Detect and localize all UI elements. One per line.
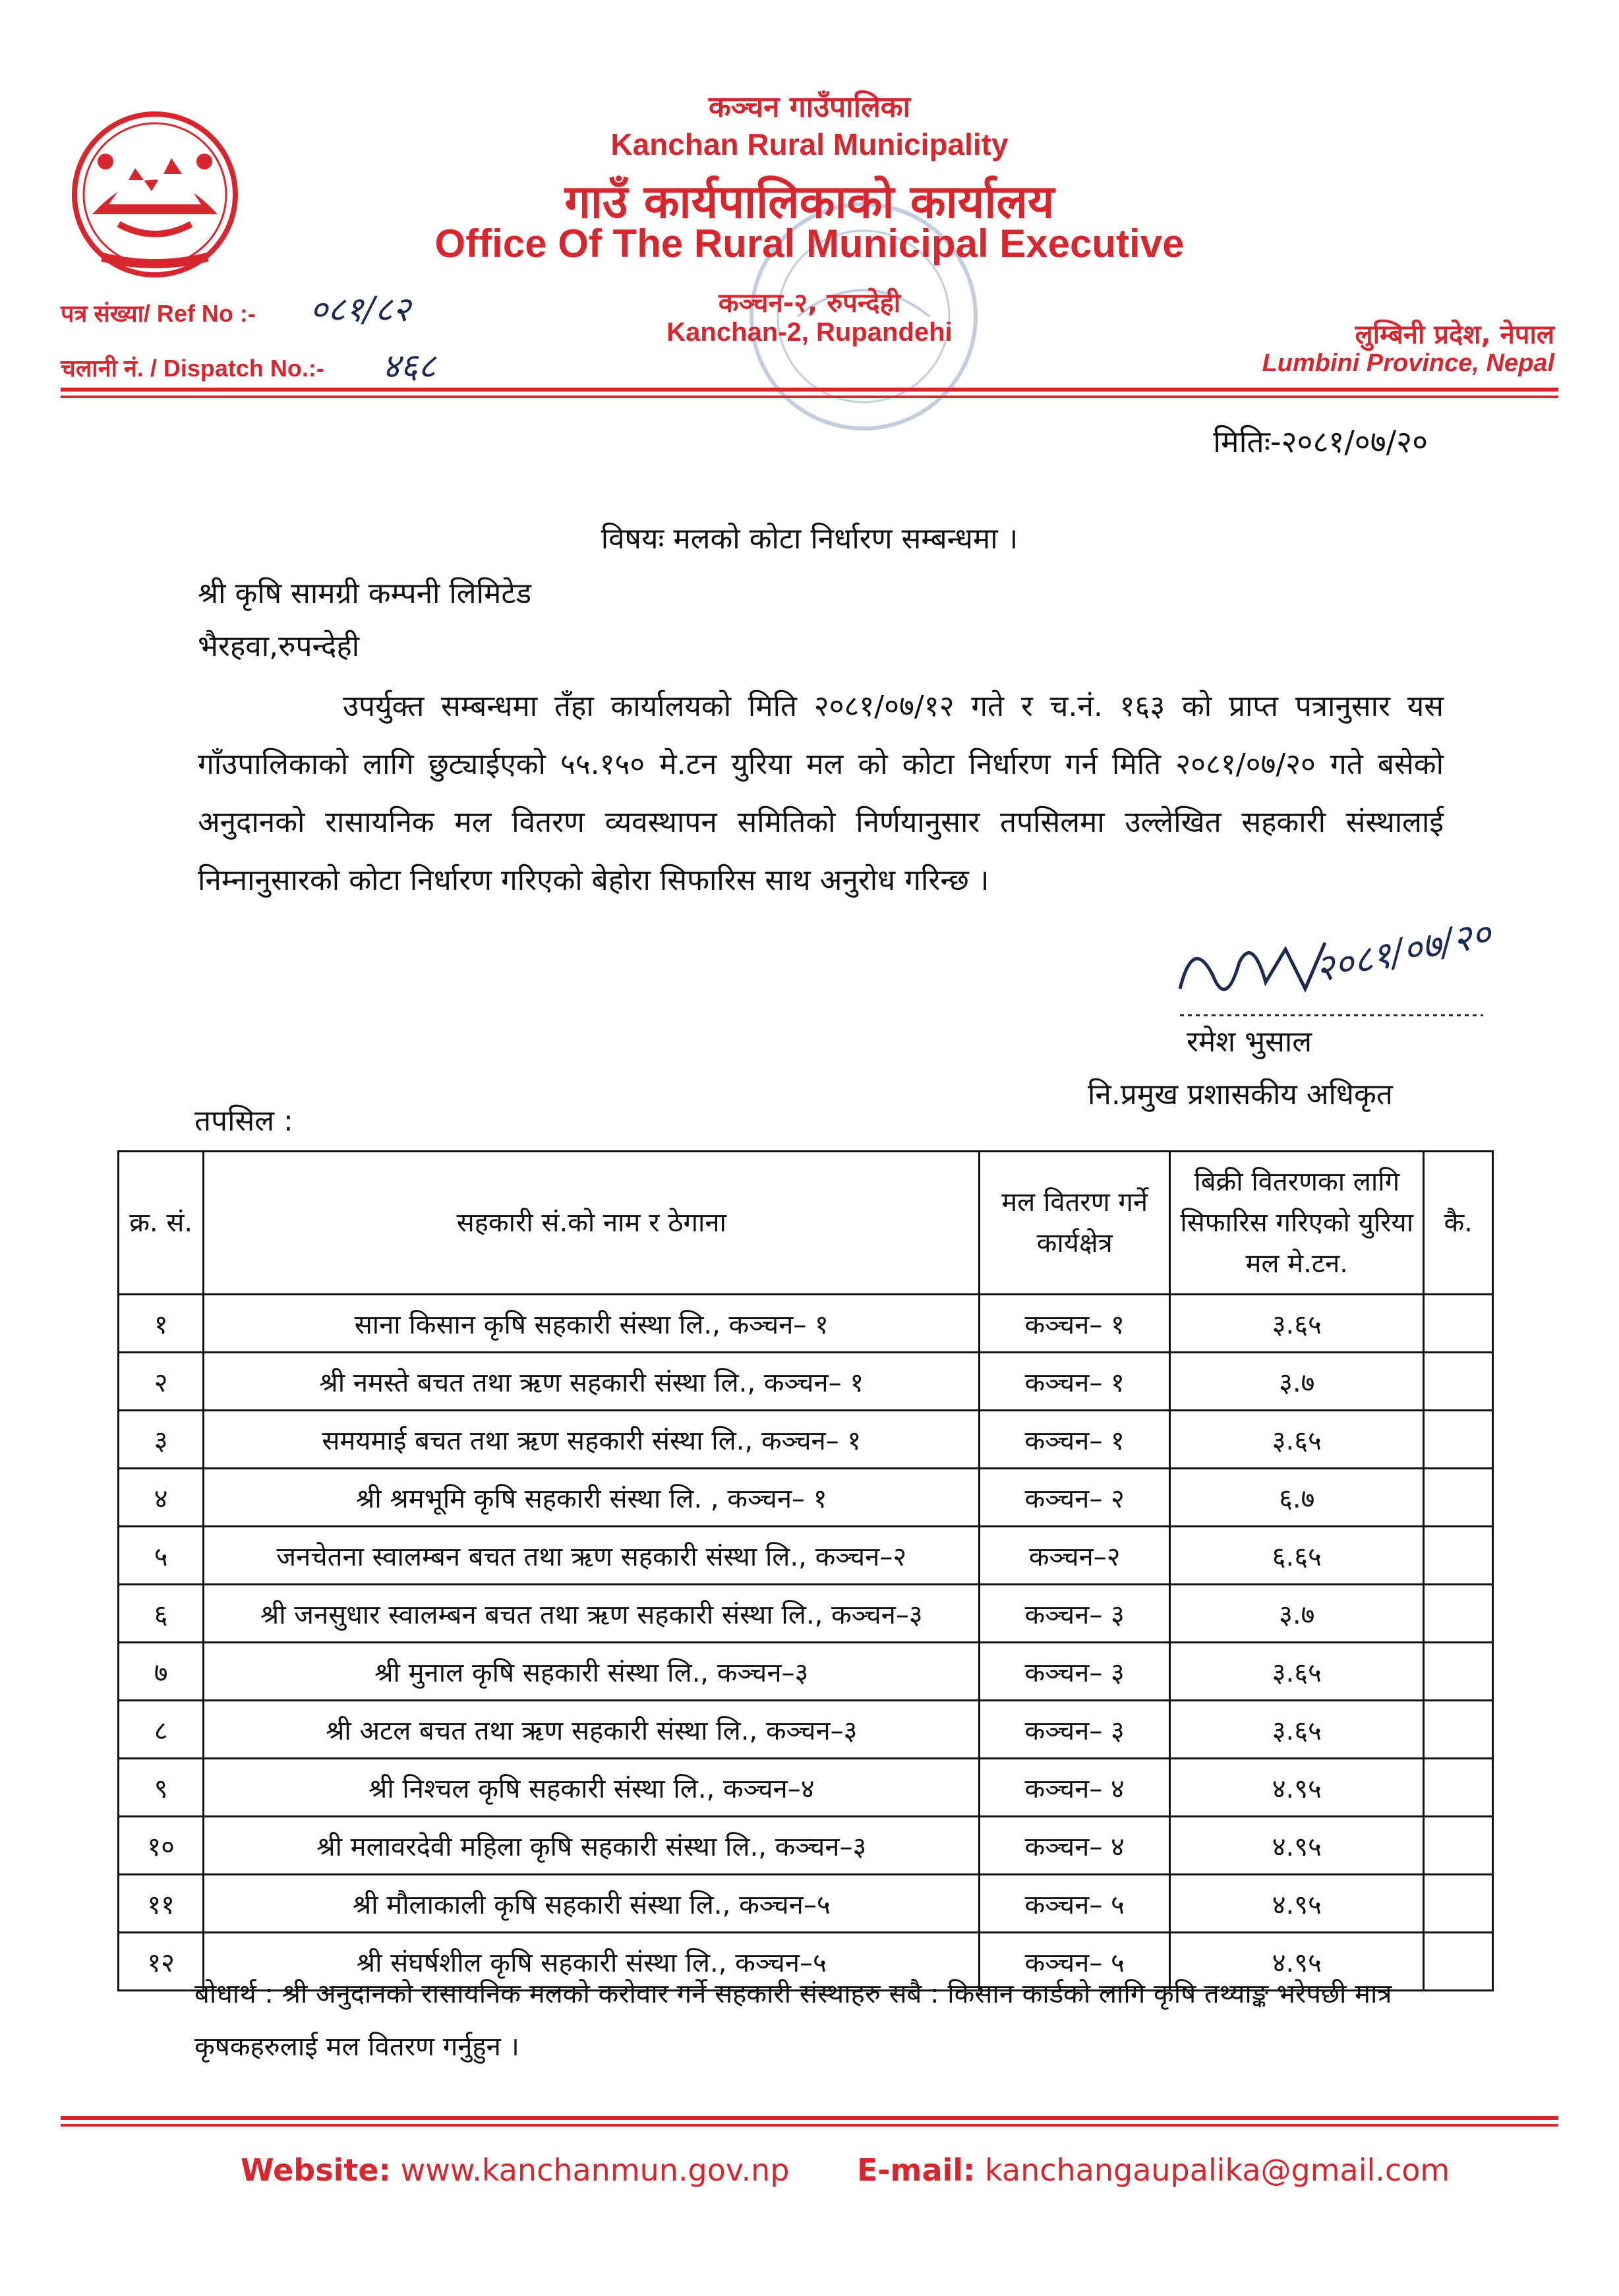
- cell-sn: ९: [119, 1759, 204, 1817]
- cell-remark: [1424, 1585, 1493, 1643]
- cell-area: कञ्चन– ३: [980, 1585, 1170, 1643]
- dispatch-no-value: ४६८: [382, 347, 436, 386]
- table-row: [119, 1875, 1493, 1933]
- cell-remark: [1424, 1817, 1493, 1875]
- cell-area: कञ्चन–२: [980, 1527, 1170, 1585]
- cell-remark: [1424, 1643, 1493, 1701]
- cell-remark: [1424, 1469, 1493, 1527]
- cell-sn: ७: [119, 1643, 204, 1701]
- table-header-row: [119, 1152, 1493, 1295]
- quota-table: [117, 1150, 1494, 1991]
- cell-qty: ३.६५: [1170, 1295, 1424, 1353]
- letter-subject: विषयः मलको कोटा निर्धारण सम्बन्धमा ।: [601, 522, 1018, 556]
- cell-qty: ६.६५: [1170, 1527, 1424, 1585]
- cell-area: कञ्चन– १: [980, 1295, 1170, 1353]
- signatory-name: रमेश भुसाल: [1187, 1025, 1312, 1059]
- footer-website: [241, 2152, 790, 2188]
- cell-area: कञ्चन– ४: [980, 1817, 1170, 1875]
- cell-qty: ४.९५: [1170, 1759, 1424, 1817]
- cell-qty: ३.६५: [1170, 1411, 1424, 1469]
- signatory-title: नि.प्रमुख प्रशासकीय अधिकृत: [1088, 1078, 1393, 1111]
- website-link[interactable]: www.kanchanmun.gov.np: [400, 2152, 790, 2188]
- cell-sn: ४: [119, 1469, 204, 1527]
- province-np: लुम्बिनी प्रदेश, नेपाल: [1355, 320, 1554, 350]
- cell-name: साना किसान कृषि सहकारी संस्था लि., कञ्चन– १: [204, 1295, 980, 1353]
- cell-name: श्री संघर्षशील कृषि सहकारी संस्था लि., कञ्चन–५: [204, 1933, 980, 1991]
- schedule-label: तपसिल :: [194, 1104, 293, 1138]
- website-label: Website:: [241, 2152, 391, 2188]
- cell-sn: १: [119, 1295, 204, 1353]
- cell-sn: ३: [119, 1411, 204, 1469]
- cell-area: कञ्चन– ४: [980, 1759, 1170, 1817]
- cell-sn: ८: [119, 1701, 204, 1759]
- cell-name: श्री श्रमभूमि कृषि सहकारी संस्था लि. , कञ्चन– १: [204, 1469, 980, 1527]
- header-en-address: Kanchan-2, Rupandehi: [666, 318, 953, 347]
- cell-area: कञ्चन– ५: [980, 1875, 1170, 1933]
- dispatch-no-label: चलानी नं. / Dispatch No.:-: [61, 355, 324, 382]
- table-row: [119, 1353, 1493, 1411]
- cell-remark: [1424, 1701, 1493, 1759]
- cell-qty: ४.९५: [1170, 1875, 1424, 1933]
- cell-area: कञ्चन– ५: [980, 1933, 1170, 1991]
- cell-remark: [1424, 1353, 1493, 1411]
- col-header-qty: बिक्री वितरणका लागि सिफारिस गरिएको युरिया मल मे.टन.: [1170, 1152, 1424, 1295]
- cell-sn: १२: [119, 1933, 204, 1991]
- table-row: [119, 1411, 1493, 1469]
- cell-sn: ६: [119, 1585, 204, 1643]
- email-link[interactable]: kanchangaupalika@gmail.com: [985, 2152, 1450, 2188]
- table-row: [119, 1469, 1493, 1527]
- col-header-sn: क्र. सं.: [119, 1152, 204, 1295]
- cell-name: जनचेतना स्वालम्बन बचत तथा ऋण सहकारी संस्था लि., कञ्चन–२: [204, 1527, 980, 1585]
- cell-name: समयमाई बचत तथा ऋण सहकारी संस्था लि., कञ्चन– १: [204, 1411, 980, 1469]
- cell-remark: [1424, 1759, 1493, 1817]
- cell-area: कञ्चन– १: [980, 1411, 1170, 1469]
- cell-remark: [1424, 1875, 1493, 1933]
- cell-area: कञ्चन– १: [980, 1353, 1170, 1411]
- col-header-name: सहकारी सं.को नाम र ठेगाना: [204, 1152, 980, 1295]
- cell-sn: ५: [119, 1527, 204, 1585]
- cell-name: श्री मुनाल कृषि सहकारी संस्था लि., कञ्चन–३: [204, 1643, 980, 1701]
- cell-qty: ३.७: [1170, 1585, 1424, 1643]
- table-row: [119, 1295, 1493, 1353]
- cell-sn: ११: [119, 1875, 204, 1933]
- ref-no-value: ०८१/८२: [310, 290, 411, 330]
- cell-sn: १०: [119, 1817, 204, 1875]
- svg-text:२०८१/०७/२०: २०८१/०७/२०: [1311, 912, 1495, 991]
- email-label: E-mail:: [857, 2152, 976, 2188]
- cell-sn: २: [119, 1353, 204, 1411]
- footer-divider: [61, 2116, 1558, 2120]
- table-row: [119, 1817, 1493, 1875]
- cell-remark: [1424, 1411, 1493, 1469]
- cell-name: श्री जनसुधार स्वालम्बन बचत तथा ऋण सहकारी संस्था लि., कञ्चन–३: [204, 1585, 980, 1643]
- footer-divider-thin: [61, 2124, 1558, 2127]
- cell-qty: ३.७: [1170, 1353, 1424, 1411]
- cell-remark: [1424, 1527, 1493, 1585]
- col-header-remark: कै.: [1424, 1152, 1493, 1295]
- footer-email: [857, 2152, 1450, 2188]
- cell-qty: ४.९५: [1170, 1817, 1424, 1875]
- col-header-area: मल वितरण गर्ने कार्यक्षेत्र: [980, 1152, 1170, 1295]
- table-row: [119, 1759, 1493, 1817]
- header-np-name: कञ्चन गाउँपालिका: [709, 90, 910, 124]
- cell-name: श्री नमस्ते बचत तथा ऋण सहकारी संस्था लि., कञ्चन– १: [204, 1353, 980, 1411]
- cell-qty: ३.६५: [1170, 1701, 1424, 1759]
- ref-no-label: पत्र संख्या/ Ref No :-: [61, 300, 256, 327]
- table-row: [119, 1643, 1493, 1701]
- header-en-name: Kanchan Rural Municipality: [610, 127, 1009, 162]
- cell-name: श्री अटल बचत तथा ऋण सहकारी संस्था लि., कञ्चन–३: [204, 1701, 980, 1759]
- province-en: Lumbini Province, Nepal: [1262, 349, 1554, 377]
- cell-remark: [1424, 1295, 1493, 1353]
- cell-name: श्री मौलाकाली कृषि सहकारी संस्था लि., कञ्चन–५: [204, 1875, 980, 1933]
- addressee-line-1: श्री कृषि सामग्री कम्पनी लिमिटेड: [198, 577, 532, 610]
- letter-body: उपर्युक्त सम्बन्धमा तँहा कार्यालयको मिति २०८१/०७/१२ गते र च.नं. १६३ को प्राप्त पत्रानुसार यस गाँउपालिकाको लागि छुट्याईएको ५५.१५० मे.टन युरिया मल को कोटा निर्धारण गर्न मिति २०८१/०७/२० गते बसेको अनुदानको रासायनिक मल वितरण व्यवस्थापन समितिको निर्णयानुसार तपसिलमा उल्लेखित सहकारी संस्थालाई निम्नानुसारको कोटा निर्धारण गरिएको बेहोरा सिफारिस साथ अनुरोध गरिन्छ ।: [198, 690, 1444, 897]
- cell-qty: ४.९५: [1170, 1933, 1424, 1991]
- header-divider-thin: [61, 396, 1558, 398]
- cell-area: कञ्चन– ३: [980, 1701, 1170, 1759]
- cell-name: श्री मलावरदेवी महिला कृषि सहकारी संस्था लि., कञ्चन–३: [204, 1817, 980, 1875]
- cell-area: कञ्चन– २: [980, 1469, 1170, 1527]
- table-row: [119, 1527, 1493, 1585]
- table-row: [119, 1585, 1493, 1643]
- cell-name: श्री निश्चल कृषि सहकारी संस्था लि., कञ्चन–४: [204, 1759, 980, 1817]
- cell-qty: ३.६५: [1170, 1643, 1424, 1701]
- header-np-address: कञ्चन-२, रुपन्देही: [718, 288, 901, 318]
- table-row: [119, 1701, 1493, 1759]
- cell-area: कञ्चन– ३: [980, 1643, 1170, 1701]
- header-np-office: गाउँ कार्यपालिकाको कार्यालय: [564, 175, 1055, 229]
- header-divider: [61, 388, 1558, 392]
- cc-note: बोधार्थ : श्री अनुदानको रासायनिक मलको करोवार गर्ने सहकारी संस्थाहरु सबै : किसान कार्डको लागि कृषि तथ्याङ्क भरेपछी मात्र कृषकहरुलाई मल वितरण गर्नुहुन ।: [194, 1979, 1392, 2062]
- header-en-office: Office Of The Rural Municipal Executive: [434, 221, 1185, 266]
- letter-date: मितिः-२०८१/०७/२०: [1213, 424, 1428, 459]
- addressee-line-2: भैरहवा,रुपन्देही: [198, 630, 360, 663]
- cell-qty: ६.७: [1170, 1469, 1424, 1527]
